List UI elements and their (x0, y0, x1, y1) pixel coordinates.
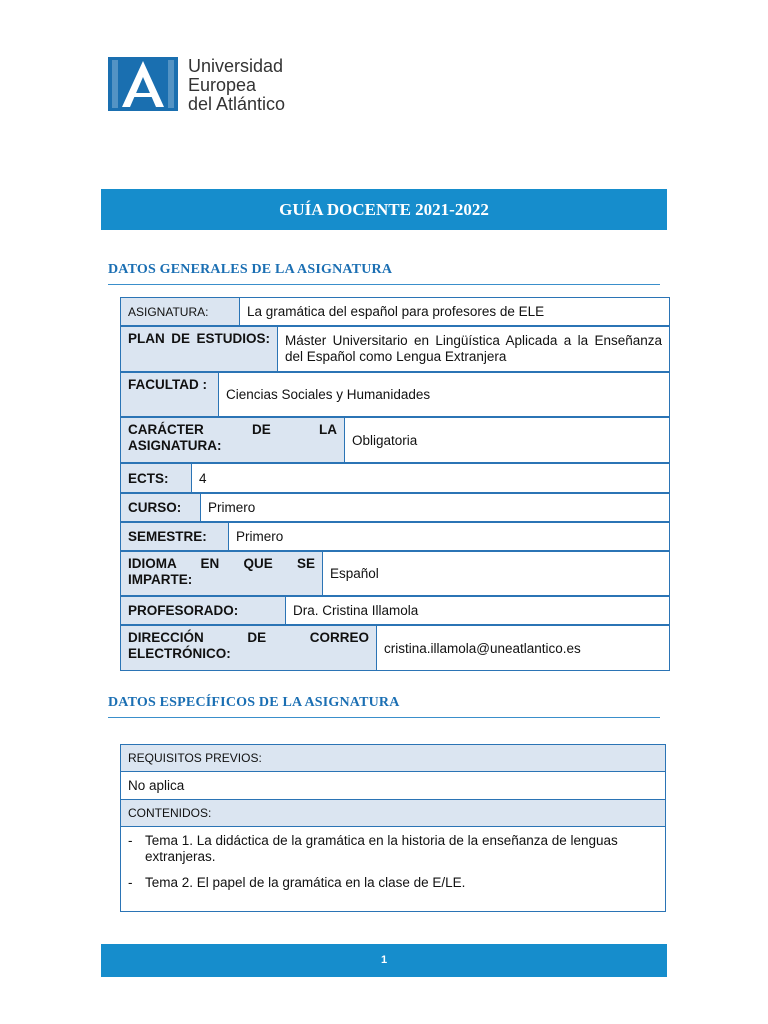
bullet-dash: - (128, 833, 133, 848)
value-ects: 4 (199, 470, 207, 486)
label-contenidos: CONTENIDOS: (121, 800, 665, 827)
page-footer (101, 944, 667, 977)
label-curso: CURSO: (121, 494, 201, 521)
logo-mark-icon (108, 57, 178, 111)
value-facultad: Ciencias Sociales y Humanidades (226, 387, 431, 402)
list-item (128, 875, 658, 891)
bullet-dash: - (128, 875, 133, 890)
row-plan-estudios (120, 326, 670, 372)
logo-line-2: Europea (188, 75, 257, 95)
label-plan-estudios: PLAN DE ESTUDIOS: (128, 331, 270, 346)
row-facultad (120, 372, 670, 417)
contenidos-list (121, 827, 665, 911)
value-correo: cristina.illamola@uneatlantico.es (384, 640, 581, 656)
row-curso (120, 493, 670, 522)
label-caracter: CARÁCTER DE LA ASIGNATURA: (128, 422, 337, 453)
row-idioma (120, 551, 670, 596)
value-asignatura: La gramática del español para profesores de ELE (247, 304, 545, 319)
label-semestre: SEMESTRE: (121, 523, 229, 550)
label-idioma: IDIOMA EN QUE SE IMPARTE: (128, 556, 315, 587)
value-plan-estudios: Máster Universitario en Lingüística Aplicada a la Enseñanza del Español como Lengua Extranjera (285, 333, 662, 364)
logo-line-3: del Atlántico (188, 94, 286, 114)
label-asignatura: ASIGNATURA: (121, 298, 240, 325)
page-number: 1 (380, 954, 388, 966)
value-semestre: Primero (236, 529, 284, 544)
contenido-item-2: Tema 2. El papel de la gramática en la clase de E/LE. (145, 875, 466, 890)
logo-line-1: Universidad (188, 56, 284, 76)
logo-wordmark (188, 57, 285, 114)
list-item (128, 833, 658, 865)
specific-data-table (120, 744, 666, 912)
label-correo: DIRECCIÓN DE CORREO ELECTRÓNICO: (128, 630, 369, 661)
row-semestre (120, 522, 670, 551)
label-profesorado: PROFESORADO: (121, 597, 286, 624)
row-asignatura (120, 297, 670, 326)
row-correo (120, 625, 670, 671)
value-profesorado: Dra. Cristina Illamola (293, 603, 419, 618)
row-ects (120, 463, 670, 493)
university-logo (108, 57, 308, 117)
section-heading-general: DATOS GENERALES DE LA ASIGNATURA (108, 262, 660, 285)
value-caracter: Obligatoria (352, 432, 418, 448)
value-idioma: Español (330, 566, 379, 581)
label-facultad: FACULTAD : (121, 373, 219, 416)
row-caracter (120, 417, 670, 463)
document-title: GUÍA DOCENTE 2021-2022 (101, 189, 667, 230)
label-ects: ECTS: (121, 464, 192, 492)
section-heading-specific: DATOS ESPECÍFICOS DE LA ASIGNATURA (108, 695, 660, 718)
row-profesorado (120, 596, 670, 625)
contenido-item-1: Tema 1. La didáctica de la gramática en la historia de la enseñanza de lenguas extranjeras. (145, 833, 618, 864)
label-requisitos: REQUISITOS PREVIOS: (121, 745, 665, 772)
value-requisitos: No aplica (121, 772, 665, 800)
value-curso: Primero (208, 500, 256, 515)
